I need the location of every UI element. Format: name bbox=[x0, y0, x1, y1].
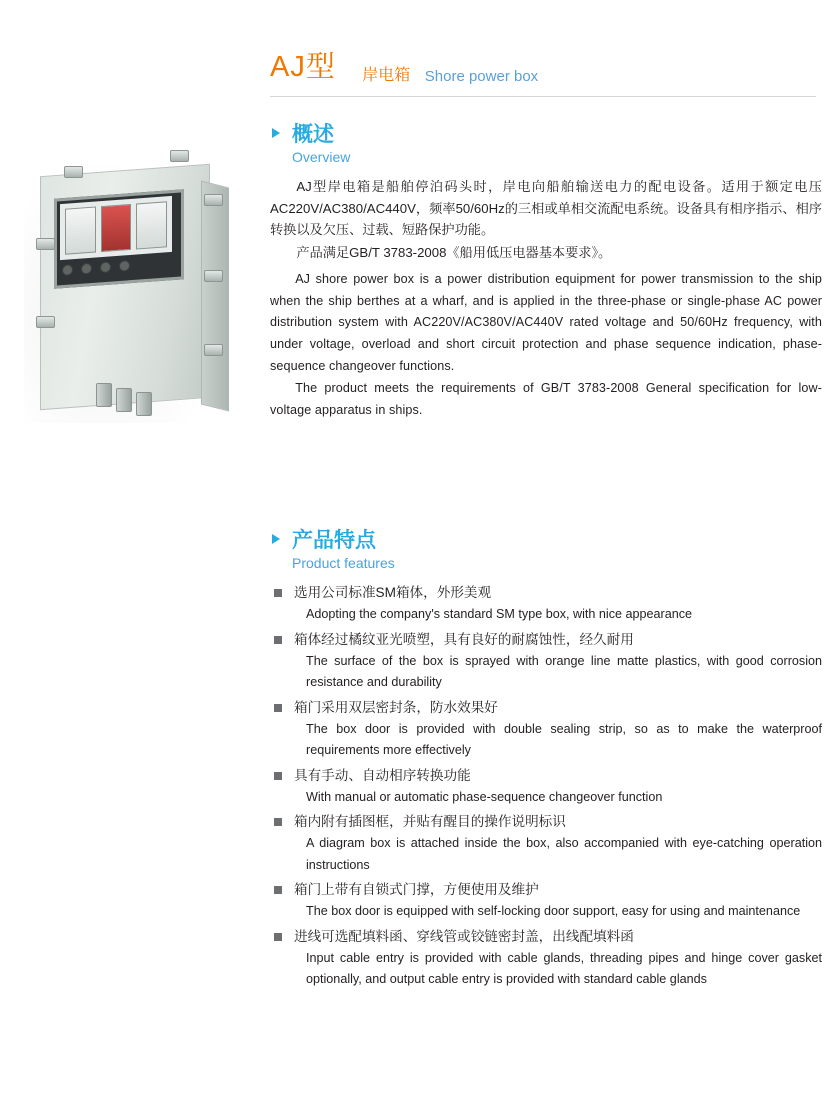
knob-icon bbox=[119, 259, 130, 271]
square-bullet-icon bbox=[274, 589, 282, 597]
cable-gland-icon bbox=[96, 383, 112, 407]
box-side-face bbox=[201, 181, 229, 412]
feature-text-cn: 箱门上带有自锁式门撑，方便使用及维护 bbox=[294, 882, 539, 898]
product-title-cn: 岸电箱 bbox=[362, 66, 411, 84]
feature-text-en: The box door is provided with double sealing strip, so as to make the waterproof requirements more effectively bbox=[306, 721, 822, 758]
cable-gland-icon bbox=[116, 388, 132, 412]
triangle-right-icon bbox=[272, 128, 280, 138]
feature-text-en: Input cable entry is provided with cable glands, threading pipes and hinge cover gasket optionally, and output cable entry is provided with standard cable glands bbox=[306, 950, 822, 987]
list-item bbox=[270, 879, 822, 922]
hinge-icon bbox=[36, 316, 55, 328]
instrument-panel bbox=[60, 196, 172, 260]
features-list bbox=[270, 582, 822, 990]
square-bullet-icon bbox=[274, 818, 282, 826]
overview-heading bbox=[270, 122, 822, 166]
feature-text-en: The surface of the box is sprayed with orange line matte plastics, with good corrosion resistance and durability bbox=[306, 653, 822, 690]
features-heading bbox=[270, 528, 822, 572]
feature-text-en: Adopting the company's standard SM type box, with nice appearance bbox=[306, 607, 693, 622]
meter-icon bbox=[101, 204, 132, 252]
overview-heading-cn: 概述 bbox=[292, 123, 334, 146]
list-item bbox=[270, 765, 822, 808]
list-item bbox=[270, 582, 822, 625]
latch-icon bbox=[204, 344, 223, 356]
features-heading-en: Product features bbox=[292, 555, 395, 572]
title-stack bbox=[352, 67, 538, 85]
knob-icon bbox=[62, 264, 73, 276]
overview-heading-en: Overview bbox=[292, 149, 351, 166]
mounting-lug-icon bbox=[64, 166, 83, 178]
square-bullet-icon bbox=[274, 704, 282, 712]
title-divider bbox=[270, 96, 816, 97]
square-bullet-icon bbox=[274, 886, 282, 894]
product-title-en: Shore power box bbox=[424, 67, 539, 85]
overview-paragraph-en-1: AJ shore power box is a power distribution equipment for power transmission to the ship when the ship berthes at a wharf, and is applied in the three-phase or single-phase AC power distribution system with AC220V/AC380V/AC440V rated voltage and 50/60Hz frequency, with under voltage, overload and short circuit protection and phase sequence indication, phase-sequence changeover functions. bbox=[270, 271, 822, 373]
feature-text-cn: 选用公司标准SM箱体，外形美观 bbox=[294, 585, 492, 601]
list-item bbox=[270, 811, 822, 876]
right-column bbox=[258, 0, 830, 1118]
feature-text-en: With manual or automatic phase-sequence changeover function bbox=[306, 789, 663, 804]
feature-text-cn: 进线可选配填料函、穿线管或铰链密封盖，出线配填料函 bbox=[294, 928, 634, 944]
left-column bbox=[0, 0, 258, 1118]
section-overview bbox=[270, 122, 822, 423]
overview-paragraph-en-2: The product meets the requirements of GB/T 3783-2008 General specification for low-voltage apparatus in ships. bbox=[270, 381, 822, 417]
meter-icon bbox=[136, 201, 167, 249]
feature-text-cn: 箱内附有插图框，并贴有醒目的操作说明标识 bbox=[294, 814, 566, 830]
hinge-icon bbox=[36, 238, 55, 250]
square-bullet-icon bbox=[274, 933, 282, 941]
list-item bbox=[270, 926, 822, 991]
cable-gland-icon bbox=[136, 392, 152, 416]
knob-icon bbox=[100, 261, 111, 273]
overview-paragraph-cn-2: 产品满足GB/T 3783-2008《船用低压电器基本要求》。 bbox=[296, 244, 612, 260]
list-item bbox=[270, 697, 822, 762]
square-bullet-icon bbox=[274, 636, 282, 644]
product-image bbox=[18, 140, 240, 440]
feature-text-en: A diagram box is attached inside the box, also accompanied with eye-catching operation instructions bbox=[306, 836, 822, 872]
triangle-right-icon bbox=[272, 534, 280, 544]
meter-icon bbox=[65, 206, 96, 254]
feature-text-cn: 箱门采用双层密封条，防水效果好 bbox=[294, 699, 498, 715]
section-features bbox=[270, 528, 822, 994]
feature-text-cn: 具有手动、自动相序转换功能 bbox=[294, 767, 471, 783]
feature-text-en: The box door is equipped with self-locking door support, easy for using and maintenance bbox=[306, 904, 801, 919]
latch-icon bbox=[204, 270, 223, 282]
page-title bbox=[270, 44, 818, 85]
model-name: AJ型 bbox=[270, 51, 336, 83]
list-item bbox=[270, 629, 822, 694]
knob-icon bbox=[81, 262, 92, 274]
overview-paragraph-cn-1: AJ型岸电箱是船舶停泊码头时，岸电向船舶输送电力的配电设备。适用于额定电压AC220V/AC380/AC440V，频率50/60Hz的三相或单相交流配电系统。设备具有相序指示、相序转换以及欠压、过载、短路保护功能。 bbox=[270, 179, 822, 238]
feature-text-cn: 箱体经过橘纹亚光喷塑，具有良好的耐腐蚀性，经久耐用 bbox=[294, 631, 634, 647]
latch-icon bbox=[204, 194, 223, 206]
mounting-lug-icon bbox=[170, 150, 189, 162]
square-bullet-icon bbox=[274, 772, 282, 780]
features-heading-cn: 产品特点 bbox=[292, 529, 376, 552]
